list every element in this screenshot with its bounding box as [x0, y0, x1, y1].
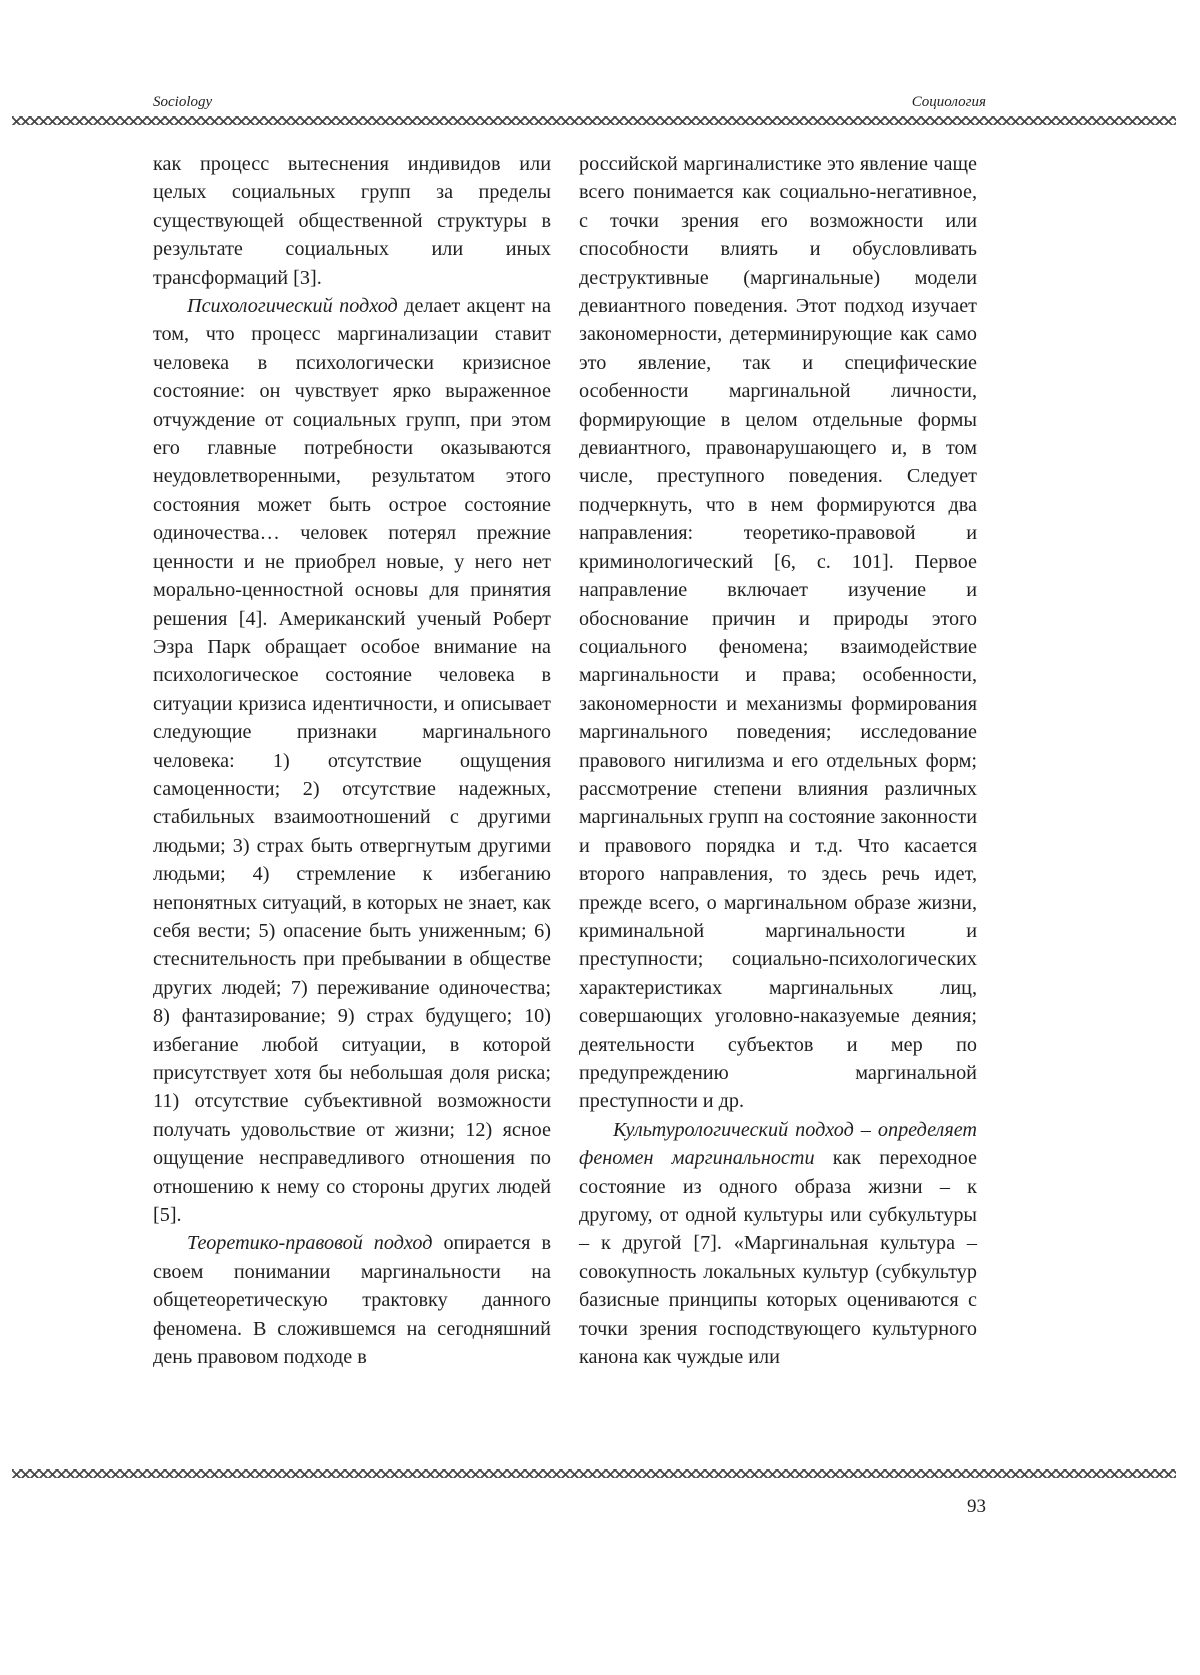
legal-approach-term: Теоретико-правовой подход — [187, 1232, 433, 1255]
right-paragraph-2 — [579, 1116, 977, 1372]
running-header-right: Социология — [911, 94, 986, 110]
running-header-left: Sociology — [153, 94, 213, 110]
left-paragraph-2-text: делает акцент на том, что процесс маргинализации ставит человека в психологически кризисное состояние: он чувствует ярко выраженное отчуждение от социальных групп, при этом его главные потребности оказываются неудовлетворенными, результатом этого состояния может быть острое состояние одиночества… человек потерял прежние ценности и не приобрел новые, у него нет морально-ценностной основы для принятия решения [4]. Американский ученый Роберт Эзра Парк обращает особое внимание на психологическое состояние человека в ситуации кризиса идентичности, и описывает следующие признаки маргинального человека: 1) отсутствие ощущения самоценности; 2) отсутствие надежных, стабильных взаимоотношений с другими людьми; 3) страх быть отвергнутым другими людьми; 4) стремление к избеганию непонятных ситуаций, в которых не знает, как себя вести; 5) опасение быть униженным; 6) стеснительность при пребывании в обществе других людей; 7) переживание одиночества; 8) фантазирование; 9) страх будущего; 10) избегание любой ситуации, в которой присутствует хотя бы небольшая доля риска; 11) отсутствие субъективной возможности получать удовольствие от жизни; 12) ясное ощущение несправедливого отношения по отношению к нему со стороны других людей [5]. — [153, 295, 551, 1227]
page-number: 93 — [967, 1496, 986, 1517]
right-paragraph-1: российской маргиналистике это явление чаще всего понимается как социально-негативное, с точки зрения его возможности или способности влиять и обусловливать деструктивные (маргинальные) модели девиантного поведения. Этот подход изучает закономерности, детерминирующие как само это явление, так и специфические особенности маргинальной личности, формирующие в целом отдельные формы девиантного, правонарушающего и, в том числе, преступного поведения. Следует подчеркнуть, что в нем формируются два направления: теоретико-правовой и криминологический [6, с. 101]. Первое направление включает изучение и обоснование причин и природы этого социального феномена; взаимодействие маргинальности и права; особенности, закономерности и механизмы формирования маргинального поведения; исследование правового нигилизма и его отдельных форм; рассмотрение степени влияния различных маргинальных групп на состояние законности и правового порядка и т.д. Что касается второго направления, то здесь речь идет, прежде всего, о маргинальном образе жизни, криминальной маргинальности и преступности; социально-психологических характеристиках маргинальных лиц, совершающих уголовно-наказуемые деяния; деятельности субъектов и мер по предупреждению маргинальной преступности и др. — [579, 153, 977, 1113]
bottom-ornamental-border — [12, 1469, 1176, 1478]
left-paragraph-3 — [153, 1229, 551, 1371]
left-paragraph-3-text: опирается в своем понимании маргинальности на общетеоретическую трактовку данного феномена. В сложившемся на сегодняшний день правовом подходе в — [153, 1232, 552, 1369]
left-paragraph-2 — [153, 292, 551, 1229]
top-ornamental-border — [12, 116, 1176, 125]
left-column — [153, 150, 551, 1371]
right-column — [579, 150, 977, 1371]
psychological-approach-term: Психологический подход — [187, 295, 398, 318]
right-paragraph-2-text: как переходное состояние из одного образа жизни – к другому, от одной культуры или субкультуры – к другой [7]. «Маргинальная культура – совокупность локальных культур (субкультур базисные принципы которых оцениваются с точки зрения господствующего культурного канона как чуждые или — [579, 1147, 977, 1369]
cultural-approach-term: Культурологический подход – определяет феномен маргинальности — [579, 1118, 977, 1170]
left-paragraph-1: как процесс вытеснения индивидов или целых социальных групп за пределы существующей общественной структуры в результате социальных или иных трансформаций [3]. — [153, 153, 551, 289]
